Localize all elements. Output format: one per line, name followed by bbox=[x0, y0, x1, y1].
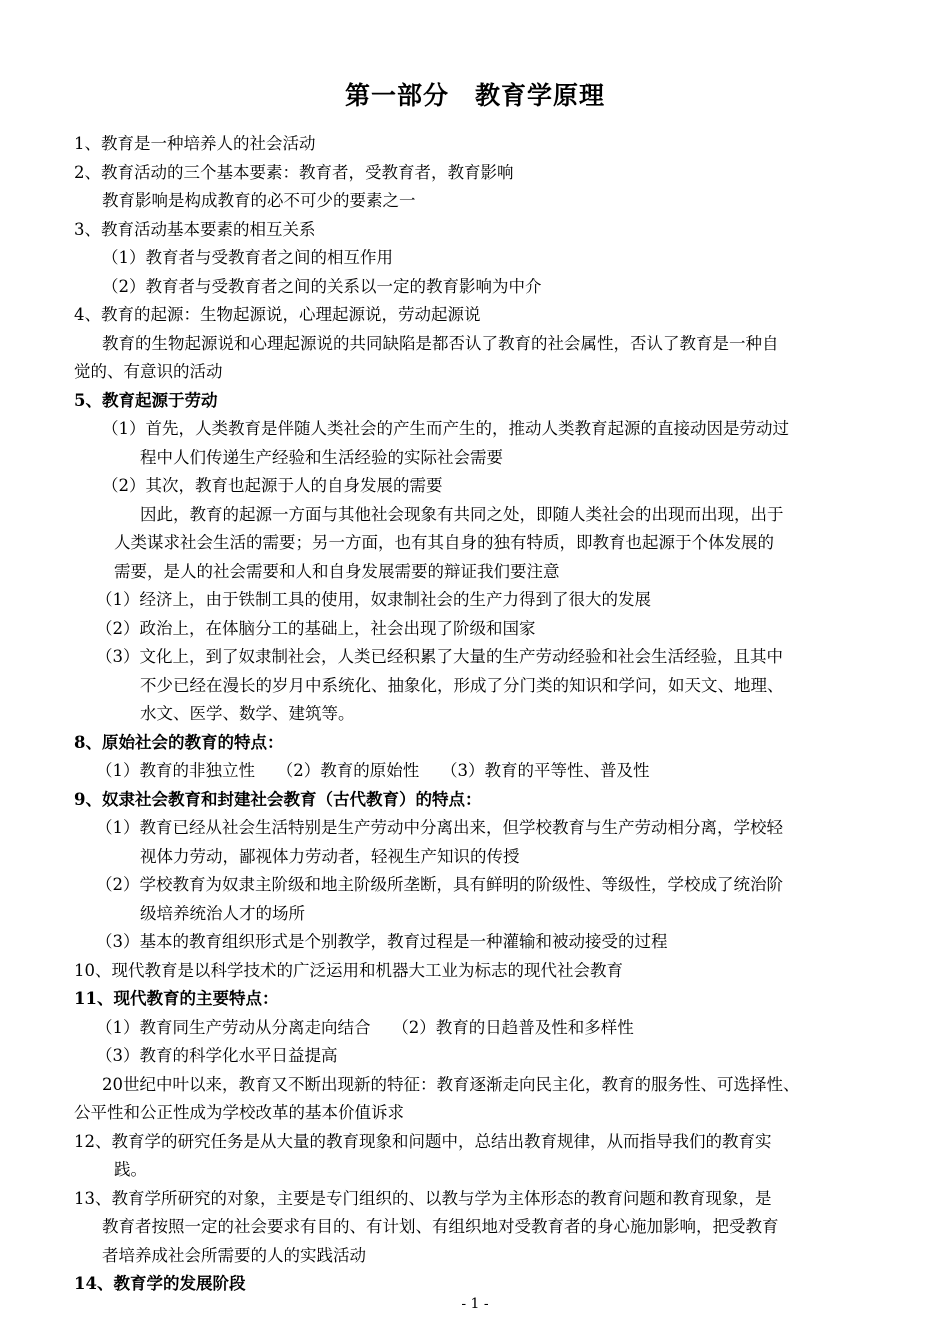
text-line: 级培养统治人才的场所 bbox=[140, 903, 305, 923]
text-line: 水文、医学、数学、建筑等。 bbox=[140, 704, 355, 723]
text-line: 视体力劳动，鄙视体力劳动者，轻视生产知识的传授 bbox=[140, 846, 520, 866]
text-line: 需要，是人的社会需要和人和自身发展需要的辩证我们要注意 bbox=[114, 561, 560, 581]
text-line: 10、现代教育是以科学技术的广泛运用和机器大工业为标志的现代社会教育 bbox=[74, 960, 623, 980]
text-line: 程中人们传递生产经验和生活经验的实际社会需要 bbox=[140, 447, 503, 467]
text-line: 20世纪中叶以来，教育又不断出现新的特征：教育逐渐走向民主化，教育的服务性、可选择性、 bbox=[102, 1074, 800, 1094]
text-line: （1）首先，人类教育是伴随人类社会的产生而产生的，推动人类教育起源的直接动因是劳动过 bbox=[102, 419, 789, 438]
text-line: （1）教育的非独立性 （2）教育的原始性 （3）教育的平等性、普及性 bbox=[96, 761, 650, 780]
text-line: （1）教育同生产劳动从分离走向结合 （2）教育的日趋普及性和多样性 bbox=[96, 1017, 634, 1037]
text-line: 觉的、有意识的活动 bbox=[74, 362, 223, 381]
text-line: （2）政治上，在体脑分工的基础上，社会出现了阶级和国家 bbox=[96, 618, 536, 638]
text-line: 人类谋求社会生活的需要；另一方面，也有其自身的独有特质，即教育也起源于个体发展的 bbox=[114, 533, 774, 552]
text-line: 因此，教育的起源一方面与其他社会现象有共同之处，即随人类社会的出现而出现，出于 bbox=[140, 504, 784, 524]
text-line: （1）教育已经从社会生活特别是生产劳动中分离出来，但学校教育与生产劳动相分离，学校轻 bbox=[96, 818, 783, 837]
text-line: 不少已经在漫长的岁月中系统化、抽象化，形成了分门类的知识和学问，如天文、地理、 bbox=[140, 675, 784, 695]
text-line: 3、教育活动基本要素的相互关系 bbox=[74, 219, 316, 239]
page-number: - 1 - bbox=[461, 1296, 489, 1312]
text-line: 8、原始社会的教育的特点： bbox=[74, 732, 284, 752]
text-line: 1、教育是一种培养人的社会活动 bbox=[74, 134, 316, 153]
text-line: 2、教育活动的三个基本要素：教育者，受教育者，教育影响 bbox=[74, 162, 514, 182]
text-line: 13、教育学所研究的对象，主要是专门组织的、以教与学为主体形态的教育问题和教育现象，是 bbox=[74, 1188, 772, 1208]
document-body bbox=[74, 130, 888, 1299]
text-line: 教育的生物起源说和心理起源说的共同缺陷是都否认了教育的社会属性，否认了教育是一种自 bbox=[102, 333, 779, 353]
text-line: 12、教育学的研究任务是从大量的教育现象和问题中，总结出教育规律，从而指导我们的教育实 bbox=[74, 1131, 772, 1151]
text-line: 11、现代教育的主要特点： bbox=[74, 989, 279, 1008]
text-line: （2）其次，教育也起源于人的自身发展的需要 bbox=[102, 476, 443, 495]
text-line: 4、教育的起源：生物起源说，心理起源说，劳动起源说 bbox=[74, 305, 481, 324]
text-line: 9、奴隶社会教育和封建社会教育（古代教育）的特点： bbox=[74, 789, 482, 809]
text-line: 5、教育起源于劳动 bbox=[74, 390, 218, 410]
text-line: 教育影响是构成教育的必不可少的要素之一 bbox=[102, 191, 416, 210]
text-line: （1）教育者与受教育者之间的相互作用 bbox=[102, 248, 393, 267]
text-line: （3）文化上，到了奴隶制社会，人类已经积累了大量的生产劳动经验和社会生活经验，且其中 bbox=[96, 647, 783, 666]
text-line: （2）教育者与受教育者之间的关系以一定的教育影响为中介 bbox=[102, 276, 542, 296]
text-line: （3）教育的科学化水平日益提高 bbox=[96, 1046, 338, 1065]
text-line: （3）基本的教育组织形式是个别教学，教育过程是一种灌输和被动接受的过程 bbox=[96, 932, 668, 951]
text-line: 践。 bbox=[114, 1160, 147, 1179]
text-line: （2）学校教育为奴隶主阶级和地主阶级所垄断，具有鲜明的阶级性、等级性，学校成了统治阶 bbox=[96, 875, 783, 894]
page-title: 第一部分 教育学原理 bbox=[344, 81, 605, 110]
text-line: 者培养成社会所需要的人的实践活动 bbox=[102, 1245, 366, 1265]
text-line: 教育者按照一定的社会要求有目的、有计划、有组织地对受教育者的身心施加影响，把受教育 bbox=[102, 1217, 779, 1236]
text-line: 公平性和公正性成为学校改革的基本价值诉求 bbox=[74, 1103, 404, 1122]
text-line: （1）经济上，由于铁制工具的使用，奴隶制社会的生产力得到了很大的发展 bbox=[96, 590, 651, 609]
text-line: 14、教育学的发展阶段 bbox=[74, 1274, 246, 1293]
